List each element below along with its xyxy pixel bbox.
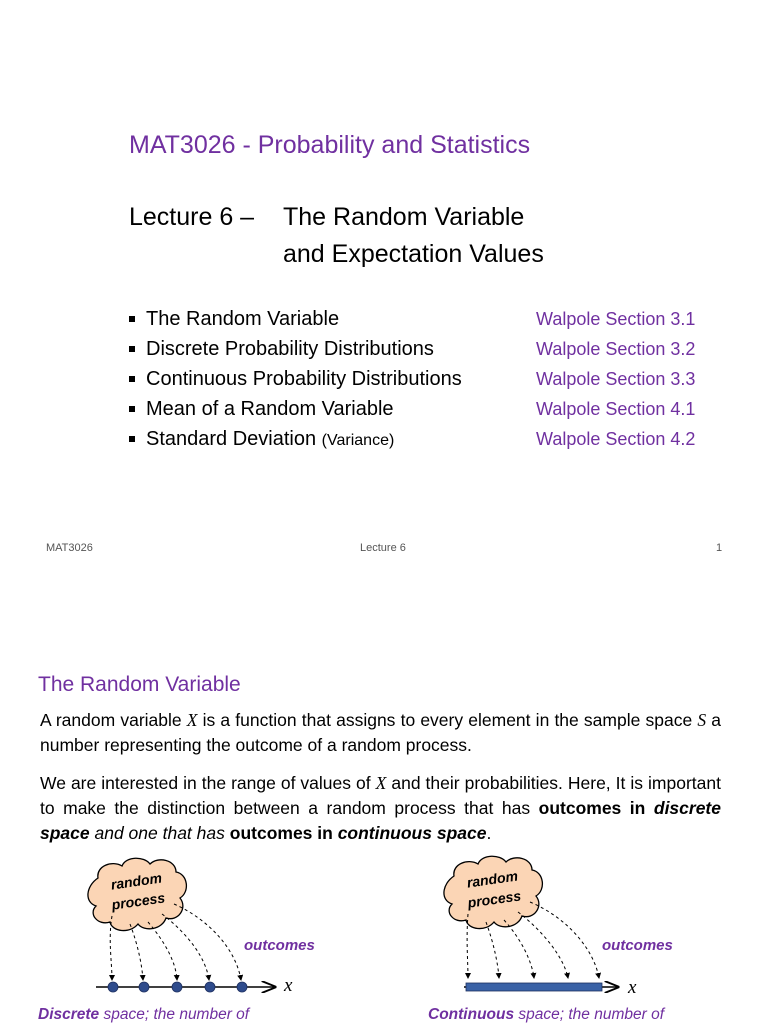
caption-rest: space; the number of [514, 1006, 665, 1023]
outcome-dot [108, 982, 118, 992]
outcome-arrow [518, 912, 568, 978]
variable-s: S [697, 710, 707, 730]
cloud-label-line2: process [110, 889, 167, 913]
definition-paragraph [40, 708, 721, 758]
variable-x: X [375, 773, 387, 793]
discrete-diagram [0, 850, 384, 1000]
topic-item [129, 334, 729, 364]
course-title: MAT3026 - Probability and Statistics [129, 131, 531, 159]
topic-item [129, 364, 729, 394]
variable-x: X [186, 710, 198, 730]
lecture-title-line2: and Expectation Values [283, 240, 544, 268]
outcome-arrow [162, 914, 209, 980]
topic-reference: Walpole Section 4.1 [536, 399, 696, 419]
outcome-arrow [486, 922, 499, 978]
outcome-dot [172, 982, 182, 992]
topic-reference: Walpole Section 3.3 [536, 369, 696, 389]
lecture-title-line1: The Random Variable [283, 203, 525, 231]
caption-bold: Continuous [428, 1006, 515, 1023]
text-run: is a function that assigns to every element in the sample space [197, 710, 698, 730]
outcome-arrow [130, 924, 143, 980]
topic-label [146, 424, 394, 456]
text-run: We are interested in the range of values of [40, 773, 376, 793]
bullet-icon [129, 376, 135, 382]
topic-label: Discrete Probability Distributions [146, 338, 434, 360]
outcomes-label: outcomes [602, 937, 673, 954]
outcome-arrow [174, 904, 241, 980]
section-title: The Random Variable [38, 673, 241, 696]
caption-bold: Discrete [38, 1006, 100, 1023]
bullet-icon [129, 406, 135, 412]
outcome-arrow [504, 920, 534, 978]
bold-italic-run: continuous space [337, 823, 487, 843]
text-run: and one that has [89, 823, 230, 843]
outcome-dot [139, 982, 149, 992]
topic-reference: Walpole Section 4.2 [536, 429, 696, 449]
bullet-icon [129, 436, 135, 442]
text-run: a number representing the outcome of a random process. [40, 710, 721, 755]
outcome-arrow [148, 922, 177, 980]
bold-run: outcomes in [538, 798, 654, 818]
footer-course: MAT3026 [46, 542, 93, 554]
continuous-range-bar [466, 983, 602, 991]
outcomes-label: outcomes [244, 937, 315, 954]
axis-label: x [628, 977, 637, 998]
cloud-label-line1: random [109, 869, 163, 893]
outcome-dot [237, 982, 247, 992]
continuous-caption [428, 1006, 664, 1024]
topic-item [129, 424, 729, 454]
topic-label: Continuous Probability Distributions [146, 368, 462, 390]
topic-label: Mean of a Random Variable [146, 398, 394, 420]
footer-page-number: 1 [716, 542, 723, 554]
text-run: A random variable [40, 710, 187, 730]
continuous-diagram [384, 850, 768, 1000]
cloud-label-line1: random [465, 867, 519, 891]
lecture-prefix: Lecture 6 – [129, 203, 255, 231]
bullet-icon [129, 316, 135, 322]
topic-list [129, 304, 729, 454]
text-run: and their probabilities. Here, It is important to make the distinction between a random process that has [40, 773, 721, 818]
cloud-label-line2: process [466, 887, 523, 911]
topic-reference: Walpole Section 3.1 [536, 309, 696, 329]
topic-label: The Random Variable [146, 308, 340, 330]
bullet-icon [129, 346, 135, 352]
bold-italic-run: discrete space [40, 798, 721, 843]
caption-rest: space; the number of [99, 1006, 250, 1023]
distinction-paragraph [40, 771, 721, 846]
topic-reference: Walpole Section 3.2 [536, 339, 696, 359]
axis-label: x [284, 975, 293, 996]
footer-lecture: Lecture 6 [360, 542, 406, 554]
topic-item [129, 394, 729, 424]
topic-label-main: Standard Deviation [146, 428, 317, 450]
discrete-caption [38, 1006, 249, 1024]
topic-note: (Variance) [321, 432, 395, 449]
topic-item [129, 304, 729, 334]
bold-run: outcomes in [229, 823, 338, 843]
text-run: . [486, 823, 492, 843]
outcome-dot [205, 982, 215, 992]
